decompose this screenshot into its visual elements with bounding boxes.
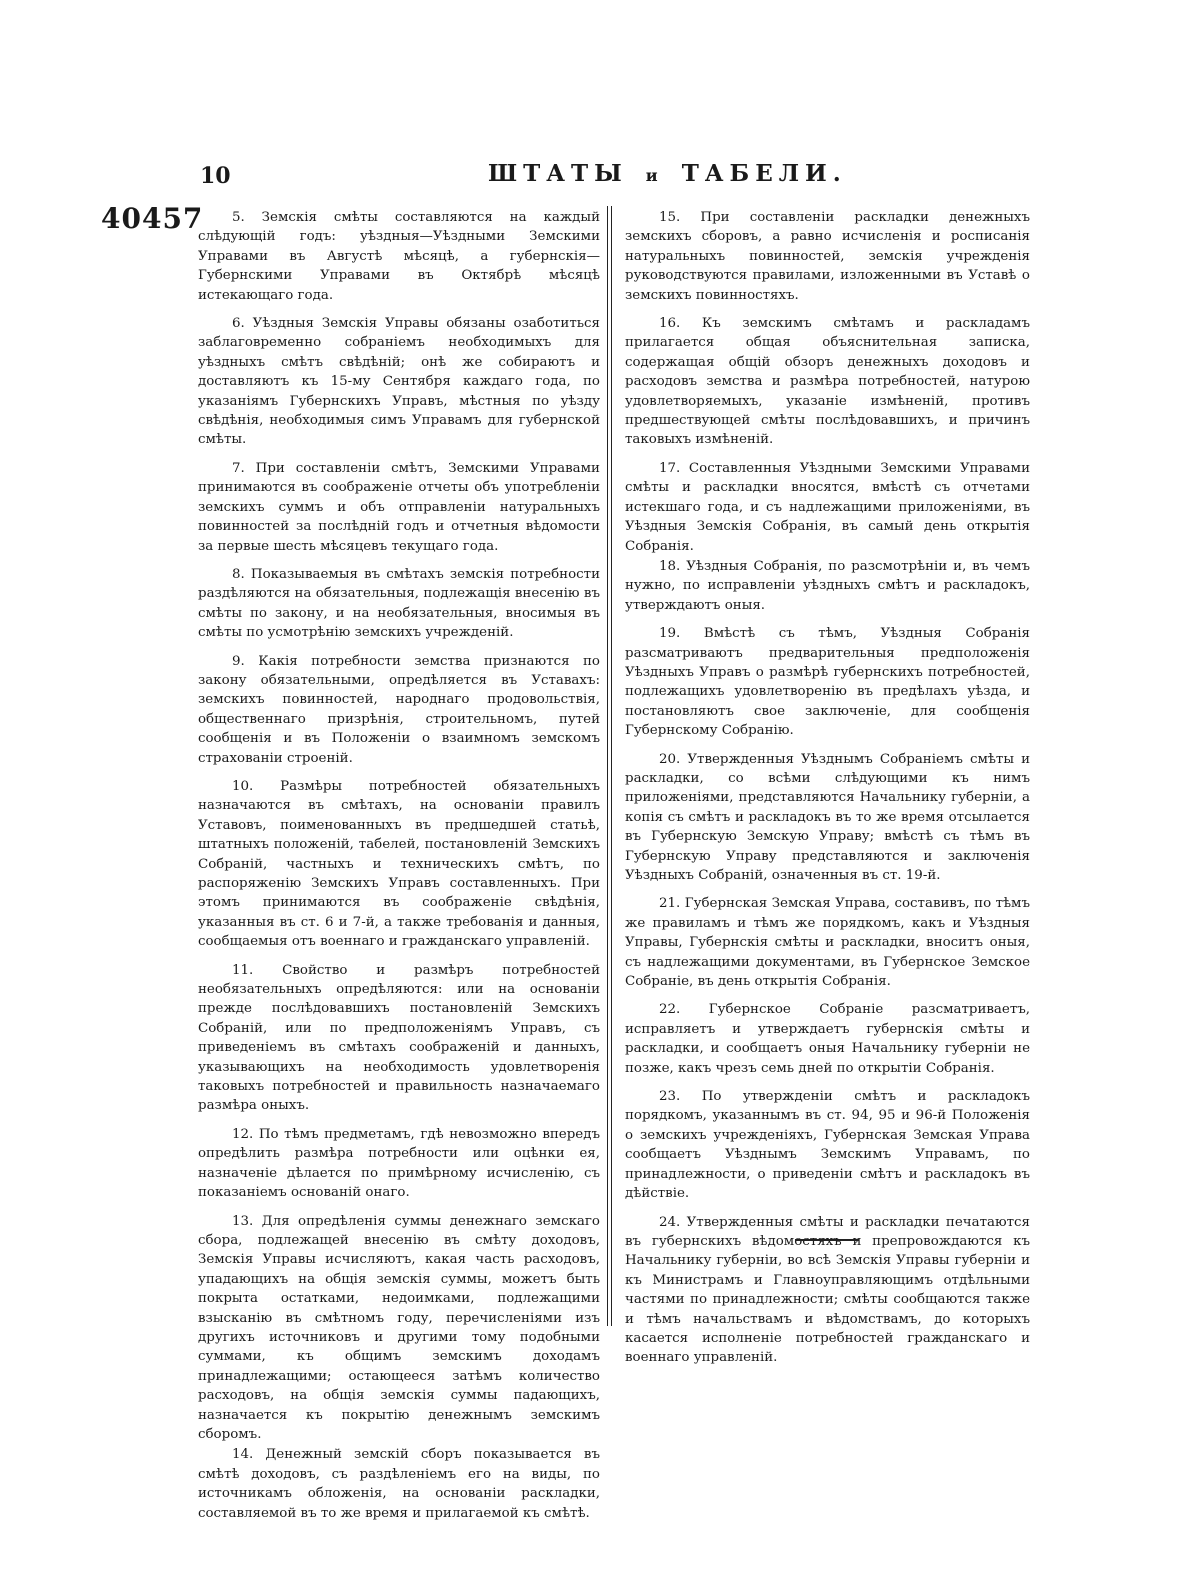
running-title-conjunction: и	[645, 166, 658, 185]
article-21: 21. Губернская Земская Управа, составивъ, по тѣмъ же правиламъ и тѣмъ же порядкомъ, какъ и Уѣздныя Управы, Губернскія смѣты и раскладки, вноситъ оныя, съ надлежащими документами, въ Губернское Земское Собраніе, въ день открытія Собранія.	[625, 896, 1030, 990]
article-11: 11. Свойство и размѣръ потребностей необязательныхъ опредѣляются: или на основаніи прежде послѣдовавшихъ постановленій Земскихъ Собраній, или по предположеніямъ Управъ, съ приведеніемъ въ смѣтахъ соображеній и данныхъ, указывающихъ на необходимость удовлетворенія таковыхъ потребностей и правильность назначаемаго размѣра оныхъ.	[198, 962, 600, 1114]
article-17: 17. Составленныя Уѣздными Земскими Управами смѣты и раскладки вносятся, вмѣстѣ съ отчетами истекшаго года, и съ надлежащими приложеніями, въ Уѣздныя Земскія Собранія, въ самый день открытія Собранія.	[625, 460, 1030, 554]
end-rule	[795, 1239, 859, 1241]
article-13: 13. Для опредѣленія суммы денежнаго земскаго сбора, подлежащей внесенію въ смѣту доходовъ, Земскія Управы исчисляютъ, какая часть расходовъ, упадающихъ на общія земскія суммы, можетъ быть покрыта остатками, недоимками, подлежащими взысканію въ смѣтномъ году, перечисленіями изъ другихъ источниковъ и другими тому подобными суммами, къ общимъ земскимъ доходамъ принадлежащими; остающееся затѣмъ количество расходовъ, на общія земскія суммы падающихъ, назначается къ покрытію денежнымъ земскимъ сборомъ.	[198, 1213, 600, 1442]
article-24: 24. Утвержденныя смѣты и раскладки печатаются въ губернскихъ вѣдомостяхъ и препровождаются къ Начальнику губерніи, во всѣ Земскія Управы губерніи и къ Министрамъ и Главноуправляющимъ отдѣльными частями по принадлежности; смѣты сообщаются также и тѣмъ начальствамъ и вѣдомствамъ, до которыхъ касается исполненіе потребностей гражданскаго и военнаго управленій.	[625, 1214, 1030, 1366]
article-10: 10. Размѣры потребностей обязательныхъ назначаются въ смѣтахъ, на основаніи правилъ Уставовъ, поименованныхъ въ предшедшей статьѣ, штатныхъ положеній, табелей, постановленій Земскихъ Собраній, частныхъ и техническихъ смѣтъ, по распоряженію Земскихъ Управъ составленныхъ. При этомъ принимаются въ соображеніе свѣдѣнія, указанныя въ ст. 6 и 7-й, а также требованія и данныя, сообщаемыя отъ военнаго и гражданскаго управленій.	[198, 778, 600, 950]
document-number: 40457	[101, 202, 204, 235]
article-9: 9. Какія потребности земства признаются по закону обязательными, опредѣляется въ Уставахъ: земскихъ повинностей, народнаго продовольствія, общественнаго призрѣнія, строительномъ, путей сообщенія и въ Положеніи о взаимномъ земскомъ страхованіи строеній.	[198, 653, 600, 766]
column-divider	[607, 206, 612, 1326]
running-title	[488, 160, 847, 187]
article-15: 15. При составленіи раскладки денежныхъ земскихъ сборовъ, а равно исчисленія и росписанія натуральныхъ повинностей, земскія учрежденія руководствуются правилами, изложенными въ Уставѣ о земскихъ повинностяхъ.	[625, 210, 1030, 303]
article-20: 20. Утвержденныя Уѣзднымъ Собраніемъ смѣты и раскладки, со всѣми слѣдующими къ нимъ приложеніями, представляются Начальнику губерніи, а копія съ смѣтъ и раскладокъ въ то же время отсылается въ Губернскую Земскую Управу; вмѣстѣ съ тѣмъ въ Губернскую Управу представляются и заключенія Уѣздныхъ Собраній, означенныя въ ст. 19-й.	[625, 751, 1030, 883]
article-7: 7. При составленіи смѣтъ, Земскими Управами принимаются въ соображеніе отчеты объ употребленіи земскихъ суммъ и объ отправленіи натуральныхъ повинностей за послѣдній годъ и отчетныя вѣдомости за первые шесть мѣсяцевъ текущаго года.	[198, 460, 600, 554]
article-22: 22. Губернское Собраніе разсматриваетъ, исправляетъ и утверждаетъ губернскія смѣты и раскладки, и сообщаетъ оныя Начальнику губерніи не позже, какъ чрезъ семь дней по открытіи Собранія.	[625, 1002, 1030, 1076]
article-18: 18. Уѣздныя Собранія, по разсмотрѣніи и, въ чемъ нужно, по исправленіи уѣздныхъ смѣтъ и раскладокъ, утверждаютъ оныя.	[625, 558, 1030, 613]
article-5: 5. Земскія смѣты составляются на каждый слѣдующій годъ: уѣздныя—Уѣздными Земскими Управами въ Августѣ мѣсяцѣ, а губернскія—Губернскими Управами въ Октябрѣ мѣсяцѣ истекающаго года.	[198, 210, 600, 303]
left-column	[198, 208, 600, 1532]
article-16: 16. Къ земскимъ смѣтамъ и раскладамъ прилагается общая объяснительная записка, содержащая общій обзоръ денежныхъ доходовъ и расходовъ земства и размѣра потребностей, натурою удовлетворяемыхъ, указаніе измѣненій, противъ предшествующей смѣты послѣдовавшихъ, и причинъ таковыхъ измѣненій.	[625, 316, 1030, 448]
page-number: 10	[200, 163, 231, 189]
running-title-part1: ШТАТЫ	[488, 160, 628, 187]
article-19: 19. Вмѣстѣ съ тѣмъ, Уѣздныя Собранія разсматриваютъ предварительныя предположенія Уѣздныхъ Управъ о размѣрѣ губернскихъ потребностей, подлежащихъ удовлетворенію въ предѣлахъ уѣзда, и постановляютъ свое заключеніе, для сообщенія Губернскому Собранію.	[625, 626, 1030, 739]
right-column	[625, 208, 1030, 1377]
article-8: 8. Показываемыя въ смѣтахъ земскія потребности раздѣляются на обязательныя, подлежащія внесенію въ смѣты по закону, и на необязательныя, вносимыя въ смѣты по усмотрѣнію земскихъ учрежденій.	[198, 566, 600, 641]
article-12: 12. По тѣмъ предметамъ, гдѣ невозможно впередъ опредѣлить размѣра потребности или оцѣнки ея, назначеніе дѣлается по примѣрному исчисленію, съ показаніемъ основаній онаго.	[198, 1126, 600, 1201]
article-6: 6. Уѣздныя Земскія Управы обязаны озаботиться заблаговременно собраніемъ необходимыхъ для уѣздныхъ смѣтъ свѣдѣній; онѣ же собираютъ и доставляютъ къ 15-му Сентября каждаго года, по указаніямъ Губернскихъ Управъ, мѣстныя по уѣзду свѣдѣнія, необходимыя симъ Управамъ для губернской смѣты.	[198, 316, 600, 448]
article-14: 14. Денежный земскій сборъ показывается въ смѣтѣ доходовъ, съ раздѣленіемъ его на виды, по источникамъ обложенія, на основаніи раскладки, составляемой въ то же время и прилагаемой къ смѣтѣ.	[198, 1447, 600, 1521]
article-23: 23. По утвержденіи смѣтъ и раскладокъ порядкомъ, указаннымъ въ ст. 94, 95 и 96-й Положенія о земскихъ учрежденіяхъ, Губернская Земская Управа сообщаетъ Уѣзднымъ Земскимъ Управамъ, по принадлежности, о приведеніи смѣтъ и раскладокъ въ дѣйствіе.	[625, 1089, 1030, 1202]
running-title-part2: ТАБЕЛИ.	[681, 160, 847, 187]
